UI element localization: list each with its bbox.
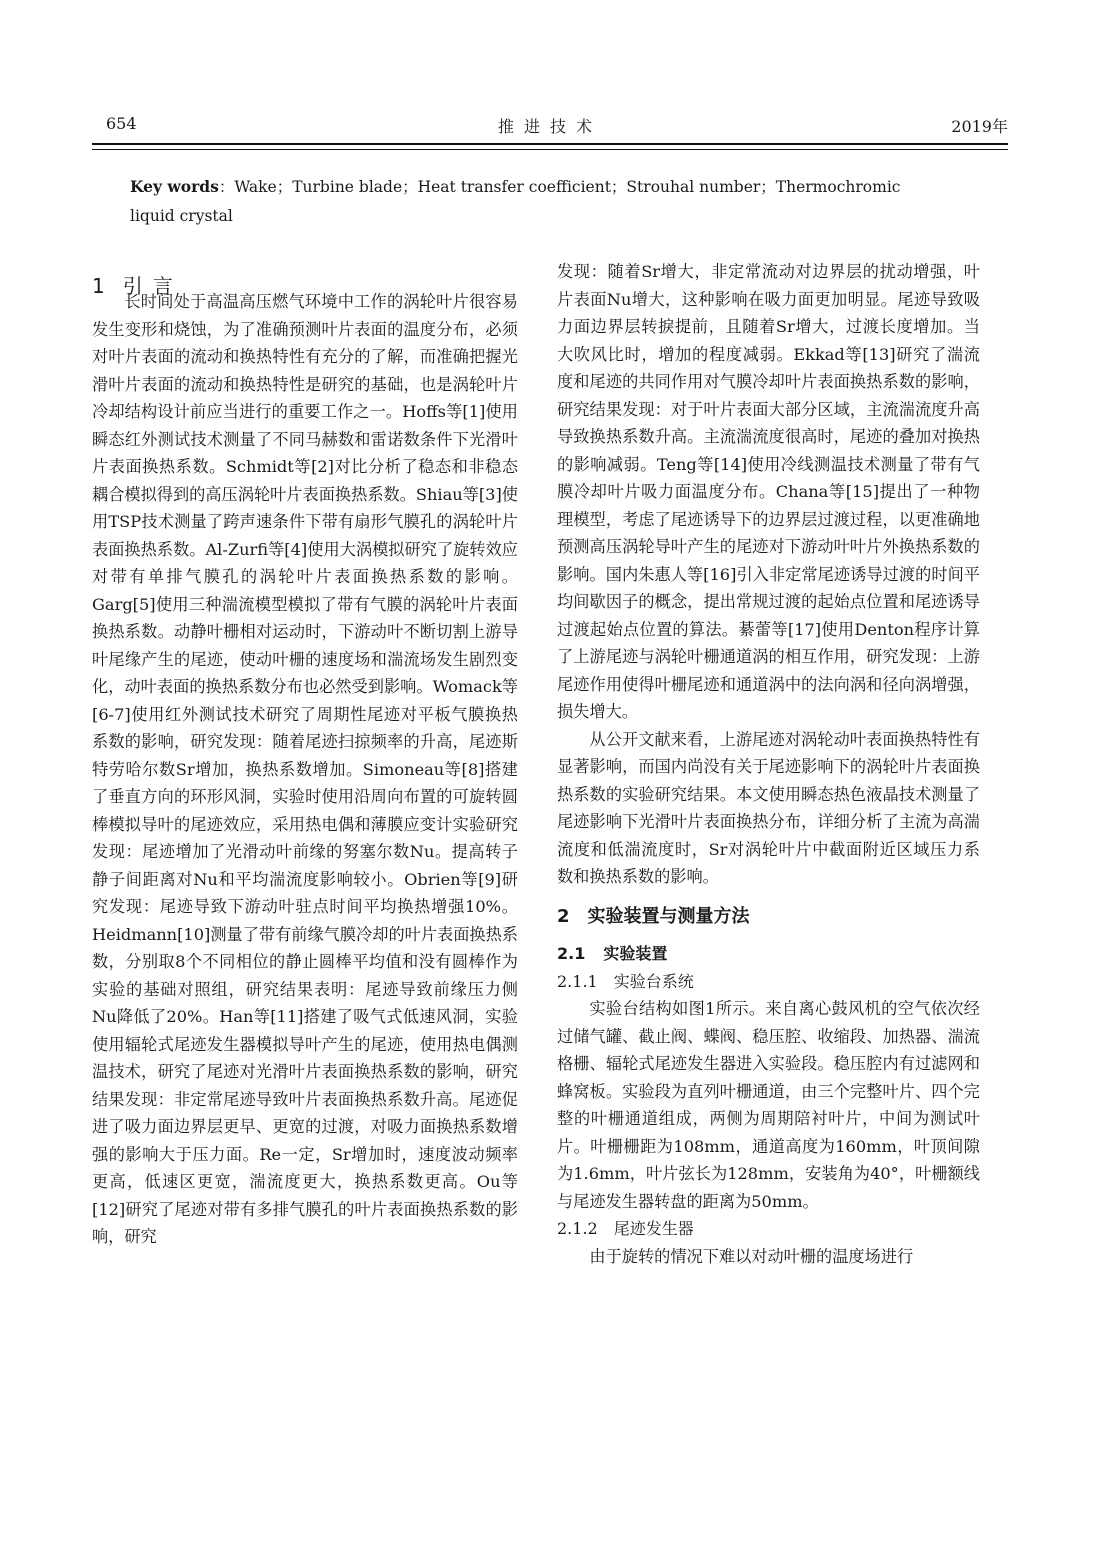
section-2-heading bbox=[557, 903, 980, 931]
page-header bbox=[92, 114, 1008, 136]
intro-paragraph: 长时间处于高温高压燃气环境中工作的涡轮叶片很容易发生变形和烧蚀，为了准确预测叶片表面的温度分布，必须对叶片表面的流动和换热特性有充分的了解，而准确把握光滑叶片表面的流动和换热特性是研究的基础，也是涡轮叶片冷却结构设计前应当进行的重要工作之一。Hoffs等[1]使用瞬态红外测试技术测量了不同马赫数和雷诺数条件下光滑叶片表面换热系数。Schmidt等[2]对比分析了稳态和非稳态耦合模拟得到的高压涡轮叶片表面换热系数。Shiau等[3]使用TSP技术测量了跨声速条件下带有扇形气膜孔的涡轮叶片表面换热系数。Al-Zurfi等[4]使用大涡模拟研究了旋转效应对带有单排气膜孔的涡轮叶片表面换热系数的影响。Garg[5]使用三种湍流模型模拟了带有气膜的涡轮叶片表面换热系数。动静叶栅相对运动时，下游动叶不断切割上游导叶尾缘产生的尾迹，使动叶栅的速度场和湍流场发生剧烈变化，动叶表面的换热系数分布也必然受到影响。Womack等[6-7]使用红外测试技术研究了周期性尾迹对平板气膜换热系数的影响，研究发现：随着尾迹扫掠频率的升高，尾迹斯特劳哈尔数Sr增加，换热系数增加。Simoneau等[8]搭建了垂直方向的环形风洞，实验时使用沿周向布置的可旋转圆棒模拟导叶的尾迹效应，采用热电偶和薄膜应变计实验研究发现：尾迹增加了光滑动叶前缘的努塞尔数Nu。提高转子静子间距离对Nu和平均湍流度影响较小。Obrien等[9]研究发现：尾迹导致下游动叶驻点时间平均换热增强10%。Heidmann[10]测量了带有前缘气膜冷却的叶片表面换热系数，分别取8个不同相位的静止圆棒平均值和没有圆棒作为实验的基础对照组，研究结果表明：尾迹导致前缘压力侧Nu降低了20%。Han等[11]搭建了吸气式低速风洞，实验使用辐轮式尾迹发生器模拟导叶产生的尾迹，使用热电偶测温技术，研究了尾迹对光滑叶片表面换热系数的影响，研究结果发现：非定常尾迹导致叶片表面换热系数升高。尾迹促进了吸力面边界层更早、更宽的过渡，对吸力面换热系数增强的影响大于压力面。Re一定，Sr增加时，速度波动频率更高，低速区更宽，湍流度更大，换热系数更高。Ou等[12]研究了尾迹对带有多排气膜孔的叶片表面换热系数的影响，研究 bbox=[92, 292, 518, 1246]
section-2-1-1-title: 实验台系统 bbox=[613, 971, 694, 991]
left-column bbox=[92, 288, 518, 1251]
section-2-1-1-heading bbox=[557, 968, 980, 996]
year: 2019年 bbox=[951, 117, 1008, 136]
intro-paragraph-2: 从公开文献来看，上游尾迹对涡轮动叶表面换热特性有显著影响，而国内尚没有关于尾迹影响下的涡轮叶片表面换热系数的实验研究结果。本文使用瞬态热色液晶技术测量了尾迹影响下光滑叶片表面换热分布，详细分析了主流为高湍流度和低湍流度时，Sr对涡轮叶片中截面附近区域压力系数和换热系数的影响。 bbox=[557, 729, 980, 886]
section-2-1-2-heading bbox=[557, 1215, 980, 1243]
wake-generator-paragraph: 由于旋转的情况下难以对动叶栅的温度场进行 bbox=[589, 1246, 914, 1266]
keywords-label: Key words bbox=[130, 177, 219, 196]
header-rule-thick bbox=[92, 143, 1008, 145]
header-rule-thin bbox=[92, 149, 1008, 150]
section-2-number: 2 bbox=[557, 905, 570, 927]
journal-title: 推进技术 bbox=[497, 117, 602, 136]
section-1-number: 1 bbox=[92, 274, 115, 298]
section-1-title: 引言 bbox=[122, 274, 183, 298]
section-2-1-1-number: 2.1.1 bbox=[557, 971, 598, 991]
keywords-text: ：Wake；Turbine blade；Heat transfer coefficient；Strouhal number；Thermochromic liquid crystal bbox=[130, 178, 901, 225]
section-2-1-2-title: 尾迹发生器 bbox=[613, 1219, 694, 1238]
keywords bbox=[130, 172, 950, 231]
section-2-1-number: 2.1 bbox=[557, 944, 586, 963]
section-2-1-heading bbox=[557, 940, 980, 968]
intro-paragraph-continued: 发现：随着Sr增大，非定常流动对边界层的扰动增强，叶片表面Nu增大，这种影响在吸力面更加明显。尾迹导致吸力面边界层转捩提前，且随着Sr增大，过渡长度增加。当大吹风比时，增加的程度减弱。Ekkad等[13]研究了湍流度和尾迹的共同作用对气膜冷却叶片表面换热系数的影响，研究结果发现：对于叶片表面大部分区域，主流湍流度升高导致换热系数升高。主流湍流度很高时，尾迹的叠加对换热的影响减弱。Teng等[14]使用冷线测温技术测量了带有气膜冷却叶片吸力面温度分布。Chana等[15]提出了一种物理模型，考虑了尾迹诱导下的边界层过渡过程，以更准确地预测高压涡轮导叶产生的尾迹对下游动叶叶片外换热系数的影响。国内朱惠人等[16]引入非定常尾迹诱导过渡的时间平均间歇因子的概念，提出常规过渡的起始点位置和尾迹诱导过渡起始点位置的算法。綦蕾等[17]使用Denton程序计算了上游尾迹与涡轮叶栅通道涡的相互作用，研究发现：上游尾迹作用使得叶栅尾迹和通道涡中的法向涡和径向涡增强，损失增大。 bbox=[557, 262, 980, 721]
section-2-1-2-number: 2.1.2 bbox=[557, 1219, 598, 1238]
page-number: 654 bbox=[106, 114, 137, 133]
section-2-1-title: 实验装置 bbox=[603, 944, 668, 963]
section-2-title: 实验装置与测量方法 bbox=[587, 905, 750, 927]
apparatus-paragraph: 实验台结构如图1所示。来自离心鼓风机的空气依次经过储气罐、截止阀、蝶阀、稳压腔、收缩段、加热器、湍流格栅、辐轮式尾迹发生器进入实验段。稳压腔内有过滤网和蜂窝板。实验段为直列叶栅通道，由三个完整叶片、四个完整的叶栅通道组成，两侧为周期陪衬叶片，中间为测试叶片。叶栅栅距为108mm，通道高度为160mm，叶顶间隙为1.6mm，叶片弦长为128mm，安装角为40°，叶栅额线与尾迹发生器转盘的距离为50mm。 bbox=[557, 999, 980, 1211]
right-column bbox=[557, 258, 980, 1270]
